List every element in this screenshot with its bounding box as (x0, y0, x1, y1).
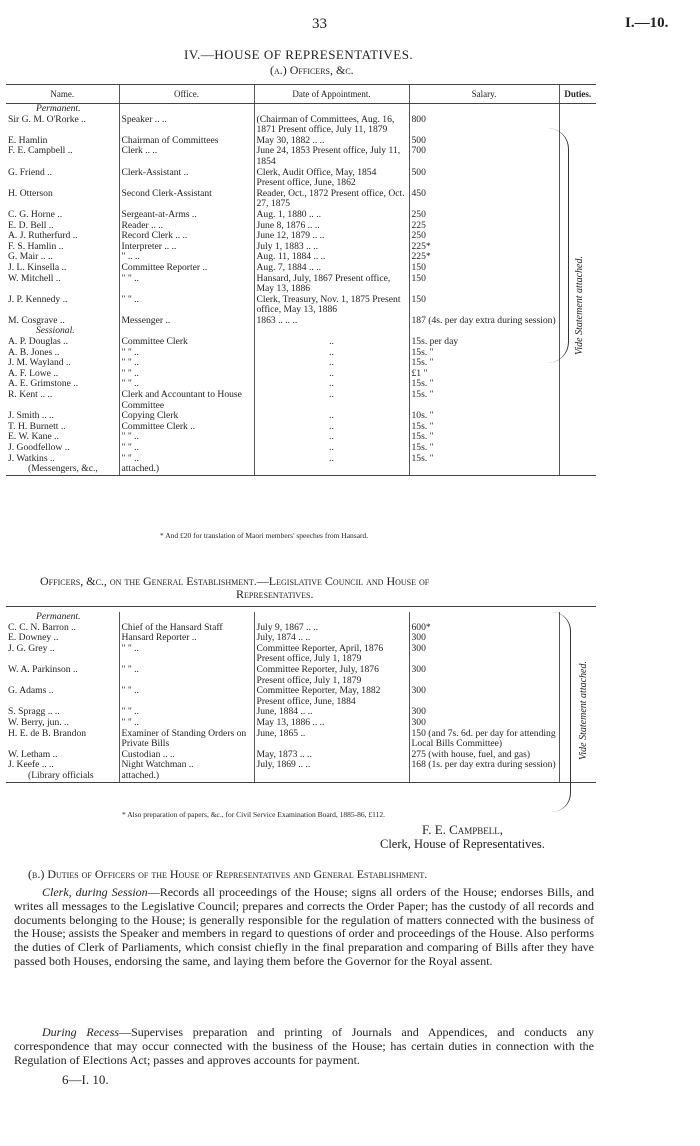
cell-office: Examiner of Standing Orders on Private Bills (119, 729, 254, 750)
cell-office: Committee Clerk .. (119, 422, 254, 433)
cell-salary: 15s. " (409, 432, 559, 443)
table-row (6, 432, 596, 443)
cell-name: S. Spragg .. .. (8, 706, 60, 718)
cell-name: A. J. Rutherfurd .. (8, 230, 78, 242)
cell-date: .. (254, 432, 409, 443)
cell-date: May 30, 1882 .. .. (254, 136, 409, 147)
cell-salary: 700 (409, 146, 559, 167)
cell-office: Hansard Reporter .. (119, 633, 254, 644)
general-establishment-table (6, 612, 596, 783)
cell-salary: 500 (409, 136, 559, 147)
cell-office: Second Clerk-Assistant (119, 189, 254, 210)
cell-duties (559, 369, 596, 380)
cell-date: Reader, Oct., 1872 Present office, Oct. 27, 1875 (254, 189, 409, 210)
cell-date: May, 1873 .. .. (254, 750, 409, 761)
table-row (6, 369, 596, 380)
cell-name: J. Goodfellow .. (8, 442, 70, 453)
cell-office: " " .. (119, 379, 254, 390)
cell-name: J. Smith .. .. (8, 410, 54, 422)
table-row (6, 295, 596, 316)
cell-date: .. (254, 369, 409, 380)
cell-name: H. Otterson (8, 187, 53, 199)
cell-date: .. (254, 422, 409, 433)
table-row (6, 189, 596, 210)
cell-name: G. Adams .. (8, 685, 54, 697)
cell-date: .. (254, 454, 409, 465)
vide-statement-note: Vide Statement attached. (573, 256, 585, 355)
cell-name: C. G. Horne .. (8, 208, 63, 220)
cell-date: July, 1874 .. .. (254, 633, 409, 644)
table-row (6, 274, 596, 295)
page-number: 33 (312, 16, 327, 32)
cell-name: E. D. Bell .. (8, 219, 54, 231)
col-duties: Duties. (559, 85, 596, 104)
table-row (6, 358, 596, 369)
cell-salary: 150 (409, 263, 559, 274)
cell-date: July 1, 1883 .. .. (254, 242, 409, 253)
section-permanent-2 (6, 612, 596, 623)
cell-date: (Chairman of Committees, Aug. 16, 1871 Present office, July 11, 1879 (254, 115, 409, 136)
cell-date: Committee Reporter, May, 1882 Present office, June, 1884 (254, 686, 409, 707)
cell-office: " " .. (119, 358, 254, 369)
cell-date: Aug. 1, 1880 .. .. (254, 210, 409, 221)
page-subtitle: (a.) Officers, &c. (270, 63, 354, 77)
cell-salary: 300 (409, 707, 559, 718)
cell-date: June 24, 1853 Present office, July 11, 1854 (254, 146, 409, 167)
signature-name: F. E. Campbell, (422, 822, 504, 837)
table-row (6, 263, 596, 274)
cell-salary: 225 (409, 221, 559, 232)
cell-salary: 300 (409, 665, 559, 686)
cell-office: " " .. (119, 686, 254, 707)
rule (6, 606, 596, 607)
cell-salary: 15s. " (409, 379, 559, 390)
cell-duties (559, 454, 596, 465)
section-permanent (6, 104, 596, 115)
cell-office: " " .. (119, 274, 254, 295)
cell-date: June, 1884 .. .. (254, 707, 409, 718)
note-office: attached.) (119, 771, 254, 782)
cell-date: Aug. 11, 1884 .. .. (254, 252, 409, 263)
cell-name: G. Friend .. (8, 166, 52, 178)
cell-name: W. A. Parkinson .. (8, 663, 78, 675)
cell-name: G. Mair .. .. (8, 251, 53, 263)
cell-office: Record Clerk .. .. (119, 231, 254, 242)
cell-name: J. M. Wayland .. (8, 357, 71, 369)
cell-office: Chairman of Committees (119, 136, 254, 147)
cell-salary: 150 (and 7s. 6d. per day for attending Local Bills Committee) (409, 729, 559, 750)
cell-date: Hansard, July, 1867 Present office, May 13, 1886 (254, 274, 409, 295)
recess-text: —Supervises preparation and printing of Journals and Appendices, and conducts any correspondence that may occur connected with the business of the House; has certain duties in connection with the Regulation of Elections Act; passes and approves accounts for payment. (14, 1025, 594, 1067)
col-date: Date of Appointment. (254, 85, 409, 104)
section-permanent-label: Permanent. (36, 103, 81, 114)
section-permanent-2-label: Permanent. (36, 611, 81, 622)
table-row (6, 210, 596, 221)
cell-name: E. Hamlin (8, 134, 48, 146)
brace (548, 128, 569, 363)
cell-salary: 187 (4s. per day extra during session) (409, 316, 559, 327)
cell-salary: 500 (409, 168, 559, 189)
cell-date: .. (254, 443, 409, 454)
table-row (6, 729, 596, 750)
cell-name: E. Downey .. (8, 632, 59, 644)
cell-duties (559, 115, 596, 136)
cell-name: W. Mitchell .. (8, 272, 61, 284)
cell-date: Aug. 7, 1884 .. .. (254, 263, 409, 274)
cell-salary: 300 (409, 686, 559, 707)
cell-name: J. Watkins .. (8, 452, 55, 464)
footnote-2: * Also preparation of papers, &c., for Civil Service Examination Board, 1885-86, £112. (122, 810, 385, 819)
cell-office: Messenger .. (119, 316, 254, 327)
cell-salary: 15s. " (409, 358, 559, 369)
cell-office: Sergeant-at-Arms .. (119, 210, 254, 221)
cell-name: R. Kent .. .. (8, 389, 53, 401)
cell-office: " " .. (119, 348, 254, 359)
cell-date: May 13, 1886 .. .. (254, 718, 409, 729)
cell-date: June 12, 1879 .. .. (254, 231, 409, 242)
cell-salary: 250 (409, 210, 559, 221)
cell-date: .. (254, 348, 409, 359)
clerk-session-paragraph (14, 886, 594, 969)
table-row (6, 379, 596, 390)
cell-name: W. Berry, jun. .. (8, 716, 69, 728)
cell-office: Copying Clerk (119, 411, 254, 422)
cell-office: " " .. (119, 443, 254, 454)
cell-duties (559, 411, 596, 422)
cell-salary: 15s. per day (409, 337, 559, 348)
cell-date: .. (254, 390, 409, 411)
cell-name: A. E. Grimstone .. (8, 378, 79, 390)
cell-office: Clerk .. .. (119, 146, 254, 167)
cell-office: " " .. (119, 644, 254, 665)
table-row (6, 115, 596, 136)
section2-title: Officers, &c., on the General Establishment.—Legislative Council and House of (40, 574, 430, 588)
cell-salary: 300 (409, 633, 559, 644)
cell-office: " " .. (119, 432, 254, 443)
cell-name: J. L. Kinsella .. (8, 261, 67, 273)
cell-salary: 150 (409, 274, 559, 295)
cell-salary: 150 (409, 295, 559, 316)
note-office: attached.) (119, 464, 254, 475)
cell-date: June, 1865 .. (254, 729, 409, 750)
section2-title-line2: Representatives. (236, 587, 314, 601)
cell-office: Speaker .. .. (119, 115, 254, 136)
brace (552, 612, 571, 812)
cell-date: Clerk, Treasury, Nov. 1, 1875 Present office, May 13, 1886 (254, 295, 409, 316)
cell-office: Reader .. .. (119, 221, 254, 232)
cell-office: " " .. (119, 295, 254, 316)
cell-salary: 15s. " (409, 422, 559, 433)
cell-salary: 600* (409, 623, 559, 634)
section-sessional (6, 326, 596, 337)
cell-date: Committee Reporter, April, 1876 Present office, July 1, 1879 (254, 644, 409, 665)
cell-name: M. Cosgrave .. (8, 314, 65, 326)
page-code: 6—I. 10. (62, 1072, 109, 1087)
table-row (6, 718, 596, 729)
clerk-text: —Records all proceedings of the House; signs all orders of the House; endorses Bills, and writes all messages to the Legislative Council; prepares and corrects the Order Paper; has the custody of all records and documents belonging to the House; is generally responsible for the regulation of matters connected with the business of the House; assists the Speaker and members in regard to questions of order and proceedings of the House. Also performs the duties of Clerk of Parliaments, which consist chiefly in the final preparation and comparing of Bills after they have passed both Houses, endorsing the same, and laying them before the Governor for the Royal assent. (14, 885, 595, 968)
col-salary: Salary. (409, 85, 559, 104)
cell-name: W. Letham .. (8, 748, 58, 760)
table-row (6, 316, 596, 327)
note-name: (Messengers, &c., (6, 464, 119, 475)
cell-salary: 15s. " (409, 390, 559, 411)
cell-date: July 9, 1867 .. .. (254, 623, 409, 634)
cell-office: " .. .. (119, 252, 254, 263)
cell-name: E. W. Kane .. (8, 431, 59, 443)
cell-duties (559, 379, 596, 390)
cell-office: Clerk and Accountant to House Committee (119, 390, 254, 411)
cell-date: .. (254, 411, 409, 422)
cell-name: A. F. Lowe .. (8, 367, 59, 379)
cell-date: .. (254, 337, 409, 348)
recess-label: During Recess (42, 1025, 120, 1039)
cell-date: July, 1869 .. .. (254, 760, 409, 771)
cell-name: J. P. Kennedy .. (8, 293, 68, 305)
cell-duties (559, 358, 596, 369)
cell-name: J. Keefe .. .. (8, 759, 54, 771)
cell-salary: 225* (409, 242, 559, 253)
table-row (6, 390, 596, 411)
cell-name: A. P. Douglas .. (8, 336, 68, 348)
cell-salary: 800 (409, 115, 559, 136)
cell-name: A. B. Jones .. (8, 346, 60, 358)
cell-salary: 10s. " (409, 411, 559, 422)
table-row (6, 348, 596, 359)
cell-salary: 15s. " (409, 454, 559, 465)
table-row (6, 644, 596, 665)
cell-duties (559, 422, 596, 433)
clerk-label: Clerk, during Session (42, 885, 148, 899)
cell-salary: 250 (409, 231, 559, 242)
officers-table (6, 84, 596, 476)
cell-salary: 450 (409, 189, 559, 210)
cell-salary: 15s. " (409, 348, 559, 359)
table-row (6, 686, 596, 707)
cell-date: Committee Reporter, July, 1876 Present office, July 1, 1879 (254, 665, 409, 686)
table-row (6, 168, 596, 189)
section-sessional-label: Sessional. (36, 325, 75, 337)
cell-date: .. (254, 358, 409, 369)
cell-salary: £1 " (409, 369, 559, 380)
cell-office: " " .. (119, 718, 254, 729)
cell-name: F. E. Campbell .. (8, 145, 73, 157)
table-row (6, 665, 596, 686)
cell-salary: 15s. " (409, 443, 559, 454)
cell-name: F. S. Hamlin .. (8, 240, 64, 252)
recess-paragraph (14, 1026, 594, 1067)
cell-salary: 300 (409, 644, 559, 665)
table-row (6, 443, 596, 454)
table-row (6, 337, 596, 348)
cell-office: Committee Clerk (119, 337, 254, 348)
cell-date: June 8, 1876 .. .. (254, 221, 409, 232)
table-row (6, 760, 596, 771)
cell-office: Clerk-Assistant .. (119, 168, 254, 189)
cell-office: " " .. (119, 665, 254, 686)
cell-salary: 225* (409, 252, 559, 263)
cell-office: Chief of the Hansard Staff (119, 623, 254, 634)
cell-name: T. H. Burnett .. (8, 420, 66, 432)
cell-date: 1863 .. .. .. (254, 316, 409, 327)
note-name: (Library officials (6, 771, 119, 782)
cell-duties (559, 443, 596, 454)
cell-salary: 300 (409, 718, 559, 729)
cell-duties (559, 390, 596, 411)
duties-heading: (b.) Duties of Officers of the House of Representatives and General Establishment. (28, 867, 428, 881)
vide-statement-note-2: Vide Statement attached. (577, 661, 589, 760)
page-title: IV.—HOUSE OF REPRESENTATIVES. (184, 47, 414, 62)
cell-office: " " .. (119, 369, 254, 380)
table-row (6, 146, 596, 167)
cell-salary: 168 (1s. per day extra during session) (409, 760, 559, 771)
cell-date: .. (254, 379, 409, 390)
cell-office: " " .. (119, 707, 254, 718)
table-row (6, 422, 596, 433)
cell-name: H. E. de B. Brandon (8, 727, 87, 739)
cell-name: J. G. Grey .. (8, 642, 55, 654)
cell-office: Custodian .. .. (119, 750, 254, 761)
table-row (6, 411, 596, 422)
col-office: Office. (119, 85, 254, 104)
cell-office: Committee Reporter .. (119, 263, 254, 274)
document-ref: I.—10. (625, 15, 669, 31)
cell-name: C. C. N. Barron .. (8, 621, 76, 633)
cell-office: Interpreter .. .. (119, 242, 254, 253)
cell-office: " " .. (119, 454, 254, 465)
col-name: Name. (6, 85, 119, 104)
cell-date: Clerk, Audit Office, May, 1854 Present office, June, 1862 (254, 168, 409, 189)
cell-duties (559, 432, 596, 443)
cell-salary: 275 (with house, fuel, and gas) (409, 750, 559, 761)
table-note-row (6, 771, 596, 782)
table-note-row (6, 464, 596, 475)
signature-title: Clerk, House of Representatives. (380, 837, 545, 851)
cell-name: Sir G. M. O'Rorke .. (8, 113, 86, 125)
footnote: * And £20 for translation of Maori members' speeches from Hansard. (160, 531, 369, 540)
cell-office: Night Watchman .. (119, 760, 254, 771)
